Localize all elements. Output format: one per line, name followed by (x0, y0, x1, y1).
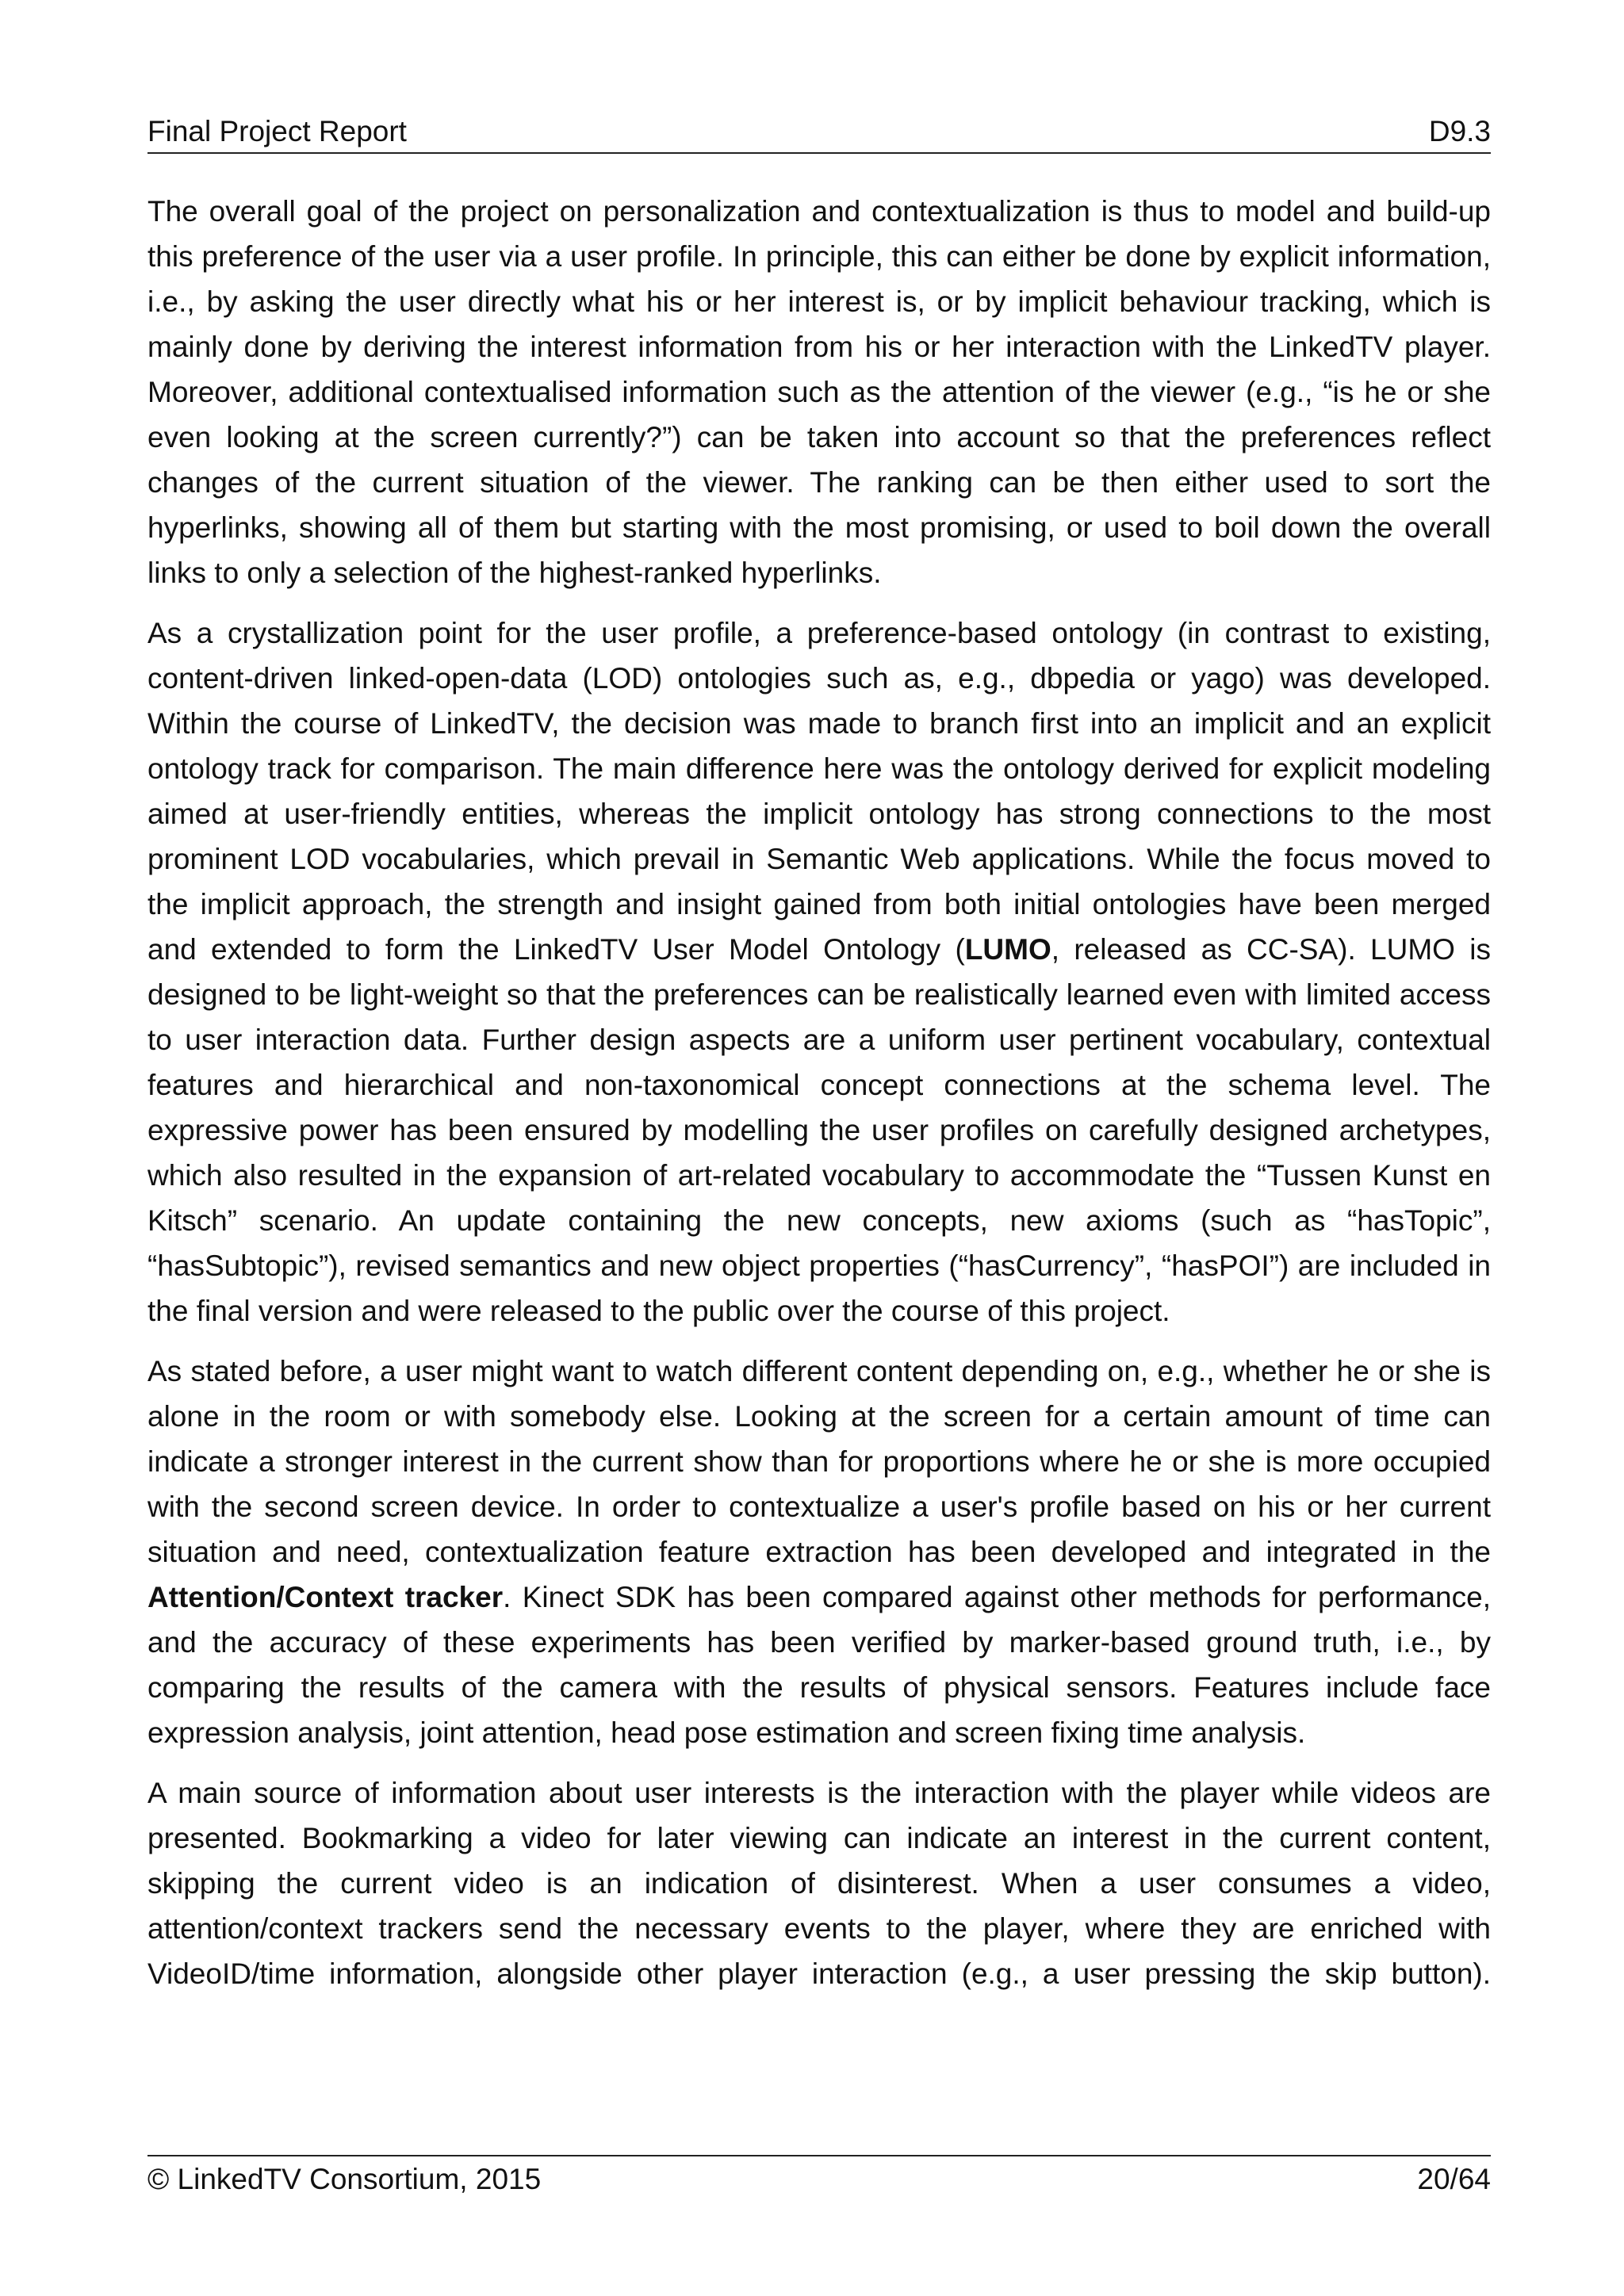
page-header (147, 111, 1491, 154)
attention-tracker-term: Attention/Context tracker (147, 1581, 504, 1613)
copyright-notice: © LinkedTV Consortium, 2015 (147, 2163, 542, 2195)
page-number: 20/64 (1417, 2163, 1491, 2195)
deliverable-id: D9.3 (1428, 115, 1491, 147)
paragraph-goal: The overall goal of the project on personalization and contextualization is thus to model and build-up this preference of the user via a user profile. In principle, this can either be done by explicit information, i.e., by asking the user directly what his or her interest is, or by implicit behaviour tracking, which is mainly done by deriving the interest information from his or her interaction with the LinkedTV player. Moreover, additional contextualised information such as the attention of the viewer (e.g., “is he or she even looking at the screen currently?”) can be taken into account so that the preferences reflect changes of the current situation of the viewer. The ranking can be then either used to sort the hyperlinks, showing all of them but starting with the most promising, or used to boil down the overall links to only a selection of the highest-ranked hyperlinks. (147, 195, 1491, 589)
paragraph-context (147, 1349, 1491, 1755)
paragraph-ontology-text-b: , released as CC-SA). LUMO is designed to be light-weight so that the preferences can be realistically learned even with limited access to user interaction data. Further design aspects are a uniform user pertinent vocabulary, contextual features and hierarchical and non-taxonomical concept connections at the schema level. The expressive power has been ensured by modelling the user profiles on carefully designed archetypes, which also resulted in the expansion of art-related vocabulary to accommodate the “Tussen Kunst en Kitsch” scenario. An update containing the new concepts, new axioms (such as “hasTopic”, “hasSubtopic”), revised semantics and new object properties (“hasCurrency”, “hasPOI”) are included in the final version and were released to the public over the course of this project. (147, 933, 1491, 1327)
report-title: Final Project Report (147, 115, 407, 147)
page-footer (147, 2155, 1491, 2196)
paragraph-context-text-a: As stated before, a user might want to watch different content depending on, e.g., whether he or she is alone in the room or with somebody else. Looking at the screen for a certain amount of time can indicate a stronger interest in the current show than for proportions where he or she is more occupied with the second screen device. In order to contextualize a user's profile based on his or her current situation and need, contextualization feature extraction has been developed and integrated in the (147, 1355, 1491, 1568)
paragraph-interaction: A main source of information about user interests is the interaction with the player while videos are presented. Bookmarking a video for later viewing can indicate an interest in the current content, skipping the current video is an indication of disinterest. When a user consumes a video, attention/context trackers send the necessary events to the player, where they are enriched with VideoID/time information, alongside other player interaction (e.g., a user pressing the skip button). (147, 1777, 1491, 1990)
paragraph-ontology-text-a: As a crystallization point for the user profile, a preference-based ontology (in contrast to existing, content-driven linked-open-data (LOD) ontologies such as, e.g., dbpedia or yago) was developed. Within the course of LinkedTV, the decision was made to branch first into an implicit and an explicit ontology track for comparison. The main difference here was the ontology derived for explicit modeling aimed at user-friendly entities, whereas the implicit ontology has strong connections to the most prominent LOD vocabularies, which prevail in Semantic Web applications. While the focus moved to the implicit approach, the strength and insight gained from both initial ontologies have been merged and extended to form the LinkedTV User Model Ontology ( (147, 617, 1491, 966)
lumo-term: LUMO (964, 933, 1051, 966)
paragraph-context-text-b: . Kinect SDK has been compared against other methods for performance, and the accuracy of these experiments has been verified by marker-based ground truth, i.e., by comparing the results of the camera with the results of physical sensors. Features include face expression analysis, joint attention, head pose estimation and screen fixing time analysis. (147, 1581, 1491, 1749)
paragraph-ontology (147, 610, 1491, 1334)
main-content (147, 189, 1491, 1996)
